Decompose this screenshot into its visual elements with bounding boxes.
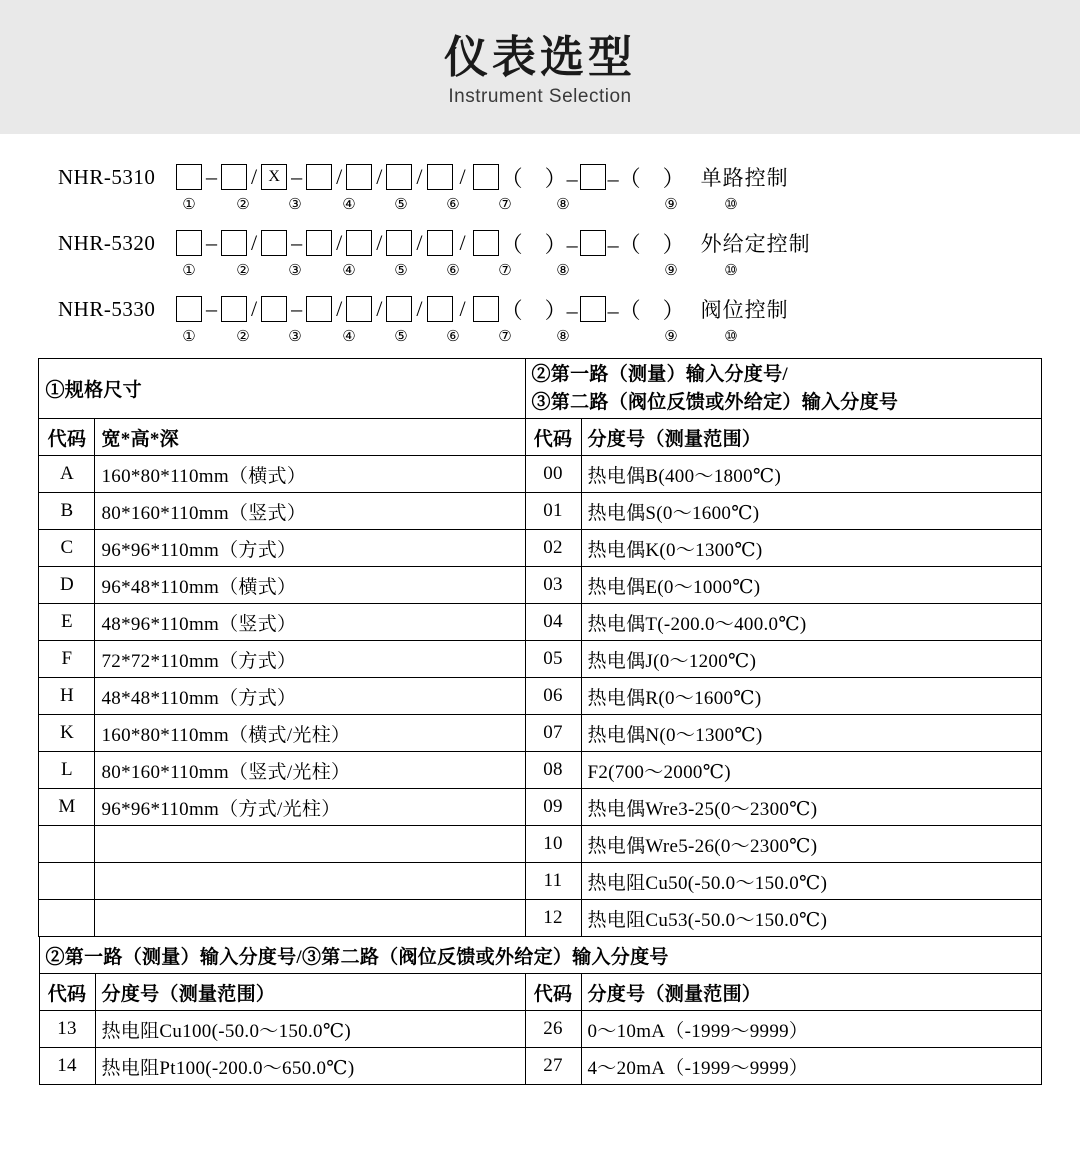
right-code: 08 — [525, 752, 581, 789]
spec-table-1-wrap — [0, 358, 1080, 937]
left-code: M — [39, 789, 95, 826]
code-box-8[interactable] — [473, 164, 499, 190]
table-row — [39, 567, 1041, 604]
separator-dash: – — [291, 164, 303, 189]
left-code: L — [39, 752, 95, 789]
spec-table-2-wrap — [0, 936, 1080, 1085]
left-code: D — [39, 567, 95, 604]
code-index: ③ — [288, 195, 302, 213]
code-box-2[interactable] — [221, 230, 247, 256]
left-code: F — [39, 641, 95, 678]
left-code: C — [39, 530, 95, 567]
code-box-1[interactable] — [176, 230, 202, 256]
left-code — [39, 900, 95, 937]
code-index: ② — [236, 261, 250, 279]
left-value: 96*96*110mm（方式/光柱） — [95, 789, 525, 826]
table-row — [39, 1011, 1041, 1048]
code-box-3[interactable] — [261, 296, 287, 322]
code-box-7[interactable] — [427, 296, 453, 322]
table-column-header-row — [39, 974, 1041, 1011]
right-code: 03 — [525, 567, 581, 604]
code-index: ④ — [342, 195, 356, 213]
code-box-6[interactable] — [386, 296, 412, 322]
table-column-header-row — [39, 419, 1041, 456]
page-banner — [0, 0, 1080, 134]
separator-dash: – — [206, 296, 217, 321]
left-value: 96*48*110mm（横式） — [95, 567, 525, 604]
right-code: 01 — [525, 493, 581, 530]
separator-slash: / — [416, 296, 423, 321]
code-box-3[interactable] — [261, 230, 287, 256]
left-value: 热电阻Cu100(-50.0～150.0℃) — [95, 1011, 525, 1048]
code-index: ⑩ — [724, 261, 738, 279]
code-index: ⑤ — [394, 261, 408, 279]
col-header-left-code: 代码 — [39, 974, 95, 1011]
code-box-1[interactable] — [176, 296, 202, 322]
left-value: 热电阻Pt100(-200.0～650.0℃) — [95, 1048, 525, 1085]
table-row — [39, 900, 1041, 937]
code-box-7[interactable] — [427, 164, 453, 190]
code-box-2[interactable] — [221, 164, 247, 190]
table-row — [39, 530, 1041, 567]
left-value: 80*160*110mm（竖式） — [95, 493, 525, 530]
left-code: B — [39, 493, 95, 530]
left-value: 160*80*110mm（横式） — [95, 456, 525, 493]
separator-slash: / — [251, 164, 258, 189]
code-index-row — [58, 194, 1080, 214]
code-index: ⑧ — [556, 327, 570, 345]
table-row — [39, 456, 1041, 493]
right-code: 07 — [525, 715, 581, 752]
separator-dash: – — [291, 296, 303, 321]
code-index: ⑩ — [724, 327, 738, 345]
page-subtitle: Instrument Selection — [448, 86, 632, 108]
code-box-4[interactable] — [306, 230, 332, 256]
paren-group-tail: –（ ） — [607, 165, 685, 191]
separator-slash: / — [251, 296, 258, 321]
separator-slash: / — [376, 230, 383, 255]
code-box-3[interactable]: X — [261, 164, 287, 190]
code-index: ⑩ — [724, 195, 738, 213]
table-row — [39, 1048, 1041, 1085]
separator-slash: / — [376, 164, 383, 189]
right-code: 02 — [525, 530, 581, 567]
code-box-9[interactable] — [580, 296, 606, 322]
code-index: ① — [182, 195, 196, 213]
table2-span-header: ②第一路（测量）输入分度号/③第二路（阀位反馈或外给定）输入分度号 — [39, 937, 1041, 974]
code-box-6[interactable] — [386, 164, 412, 190]
code-box-6[interactable] — [386, 230, 412, 256]
code-index: ③ — [288, 327, 302, 345]
table-row — [39, 678, 1041, 715]
right-code: 05 — [525, 641, 581, 678]
right-value: 热电偶S(0～1600℃) — [581, 493, 1041, 530]
left-code: H — [39, 678, 95, 715]
model-code-row — [58, 292, 1080, 346]
separator-slash: / — [416, 230, 423, 255]
table-header-row — [39, 359, 1041, 419]
code-index: ② — [236, 195, 250, 213]
table-row — [39, 641, 1041, 678]
separator-slash: / — [336, 230, 343, 255]
code-index: ① — [182, 261, 196, 279]
col-header-right-value: 分度号（测量范围） — [581, 419, 1041, 456]
left-value: 80*160*110mm（竖式/光柱） — [95, 752, 525, 789]
separator-slash: / — [336, 164, 343, 189]
code-index: ② — [236, 327, 250, 345]
code-box-9[interactable] — [580, 230, 606, 256]
right-value: 热电偶Wre5-26(0～2300℃) — [581, 826, 1041, 863]
code-index: ⑥ — [446, 195, 460, 213]
right-value: 热电偶T(-200.0～400.0℃) — [581, 604, 1041, 641]
right-code: 27 — [525, 1048, 581, 1085]
code-index: ⑦ — [498, 195, 512, 213]
table1-right-header — [525, 359, 1041, 419]
right-value: 热电偶E(0～1000℃) — [581, 567, 1041, 604]
table1-left-header: ①规格尺寸 — [39, 359, 525, 419]
left-value: 96*96*110mm（方式） — [95, 530, 525, 567]
separator-slash: / — [251, 230, 258, 255]
right-code: 11 — [525, 863, 581, 900]
separator-dash: – — [206, 164, 217, 189]
right-code: 09 — [525, 789, 581, 826]
code-index: ⑤ — [394, 327, 408, 345]
page-title: 仪表选型 — [444, 31, 636, 83]
right-value: 0～10mA（-1999～9999） — [581, 1011, 1041, 1048]
model-name: NHR-5320 — [58, 230, 156, 255]
code-index: ⑦ — [498, 261, 512, 279]
code-box-9[interactable] — [580, 164, 606, 190]
right-value: 热电偶J(0～1200℃) — [581, 641, 1041, 678]
code-index: ⑥ — [446, 327, 460, 345]
code-index: ⑦ — [498, 327, 512, 345]
separator-dash: – — [206, 230, 217, 255]
code-index: ⑨ — [664, 261, 678, 279]
left-code — [39, 826, 95, 863]
code-box-8[interactable] — [473, 296, 499, 322]
code-index: ⑥ — [446, 261, 460, 279]
model-code-row — [58, 160, 1080, 214]
separator-slash: / — [376, 296, 383, 321]
code-index-row — [58, 260, 1080, 280]
right-code: 12 — [525, 900, 581, 937]
spec-table-1 — [38, 358, 1041, 937]
right-value: 4～20mA（-1999～9999） — [581, 1048, 1041, 1085]
left-code: E — [39, 604, 95, 641]
model-code-row — [58, 226, 1080, 280]
right-value: 热电偶Wre3-25(0～2300℃) — [581, 789, 1041, 826]
table-row — [39, 604, 1041, 641]
model-name: NHR-5330 — [58, 296, 156, 321]
right-code: 00 — [525, 456, 581, 493]
right-code: 26 — [525, 1011, 581, 1048]
left-code — [39, 863, 95, 900]
separator-slash: / — [459, 230, 466, 255]
code-index: ① — [182, 327, 196, 345]
code-index: ④ — [342, 327, 356, 345]
right-value: 热电阻Cu50(-50.0～150.0℃) — [581, 863, 1041, 900]
code-index-row — [58, 326, 1080, 346]
code-box-7[interactable] — [427, 230, 453, 256]
separator-slash: / — [416, 164, 423, 189]
code-index: ⑨ — [664, 327, 678, 345]
right-value: F2(700～2000℃) — [581, 752, 1041, 789]
col-header-right-value: 分度号（测量范围） — [581, 974, 1041, 1011]
left-code: A — [39, 456, 95, 493]
col-header-left-code: 代码 — [39, 419, 95, 456]
separator-dash: – — [291, 230, 303, 255]
model-label: 单路控制 — [700, 166, 789, 190]
left-value — [95, 900, 525, 937]
code-index: ③ — [288, 261, 302, 279]
left-value — [95, 826, 525, 863]
table-row — [39, 752, 1041, 789]
left-code: 13 — [39, 1011, 95, 1048]
code-box-1[interactable] — [176, 164, 202, 190]
paren-group: （ ）– — [500, 297, 578, 323]
separator-slash: / — [459, 296, 466, 321]
table-row — [39, 826, 1041, 863]
paren-group: （ ）– — [500, 231, 578, 257]
separator-slash: / — [459, 164, 466, 189]
table-span-header-row — [39, 937, 1041, 974]
paren-group-tail: –（ ） — [607, 297, 685, 323]
paren-group-tail: –（ ） — [607, 231, 685, 257]
right-code: 06 — [525, 678, 581, 715]
paren-group: （ ）– — [500, 165, 578, 191]
model-code-list — [0, 160, 1080, 346]
table1-right-header-line1: ②第一路（测量）输入分度号/ — [531, 364, 788, 385]
table-row — [39, 715, 1041, 752]
col-header-left-value: 分度号（测量范围） — [95, 974, 525, 1011]
table-row — [39, 863, 1041, 900]
right-code: 04 — [525, 604, 581, 641]
left-value: 160*80*110mm（横式/光柱） — [95, 715, 525, 752]
left-value: 48*96*110mm（竖式） — [95, 604, 525, 641]
col-header-right-code: 代码 — [525, 974, 581, 1011]
code-box-4[interactable] — [306, 296, 332, 322]
spec-table-2 — [39, 936, 1042, 1085]
table-row — [39, 493, 1041, 530]
right-value: 热电偶N(0～1300℃) — [581, 715, 1041, 752]
separator-slash: / — [336, 296, 343, 321]
code-index: ⑧ — [556, 195, 570, 213]
code-box-5[interactable] — [346, 296, 372, 322]
left-code: K — [39, 715, 95, 752]
right-value: 热电偶K(0～1300℃) — [581, 530, 1041, 567]
code-index: ⑨ — [664, 195, 678, 213]
col-header-right-code: 代码 — [525, 419, 581, 456]
left-value: 72*72*110mm（方式） — [95, 641, 525, 678]
right-value: 热电偶B(400～1800℃) — [581, 456, 1041, 493]
right-value: 热电阻Cu53(-50.0～150.0℃) — [581, 900, 1041, 937]
code-box-5[interactable] — [346, 230, 372, 256]
left-value — [95, 863, 525, 900]
right-code: 10 — [525, 826, 581, 863]
code-box-5[interactable] — [346, 164, 372, 190]
code-box-4[interactable] — [306, 164, 332, 190]
code-index: ⑤ — [394, 195, 408, 213]
model-label: 外给定控制 — [700, 232, 811, 256]
code-index: ⑧ — [556, 261, 570, 279]
left-value: 48*48*110mm（方式） — [95, 678, 525, 715]
code-index: ④ — [342, 261, 356, 279]
col-header-left-value: 宽*高*深 — [95, 419, 525, 456]
model-name: NHR-5310 — [58, 164, 156, 189]
code-box-2[interactable] — [221, 296, 247, 322]
code-box-8[interactable] — [473, 230, 499, 256]
left-code: 14 — [39, 1048, 95, 1085]
model-label: 阀位控制 — [700, 298, 789, 322]
right-value: 热电偶R(0～1600℃) — [581, 678, 1041, 715]
table1-right-header-line2: ③第二路（阀位反馈或外给定）输入分度号 — [531, 391, 899, 413]
table-row — [39, 789, 1041, 826]
